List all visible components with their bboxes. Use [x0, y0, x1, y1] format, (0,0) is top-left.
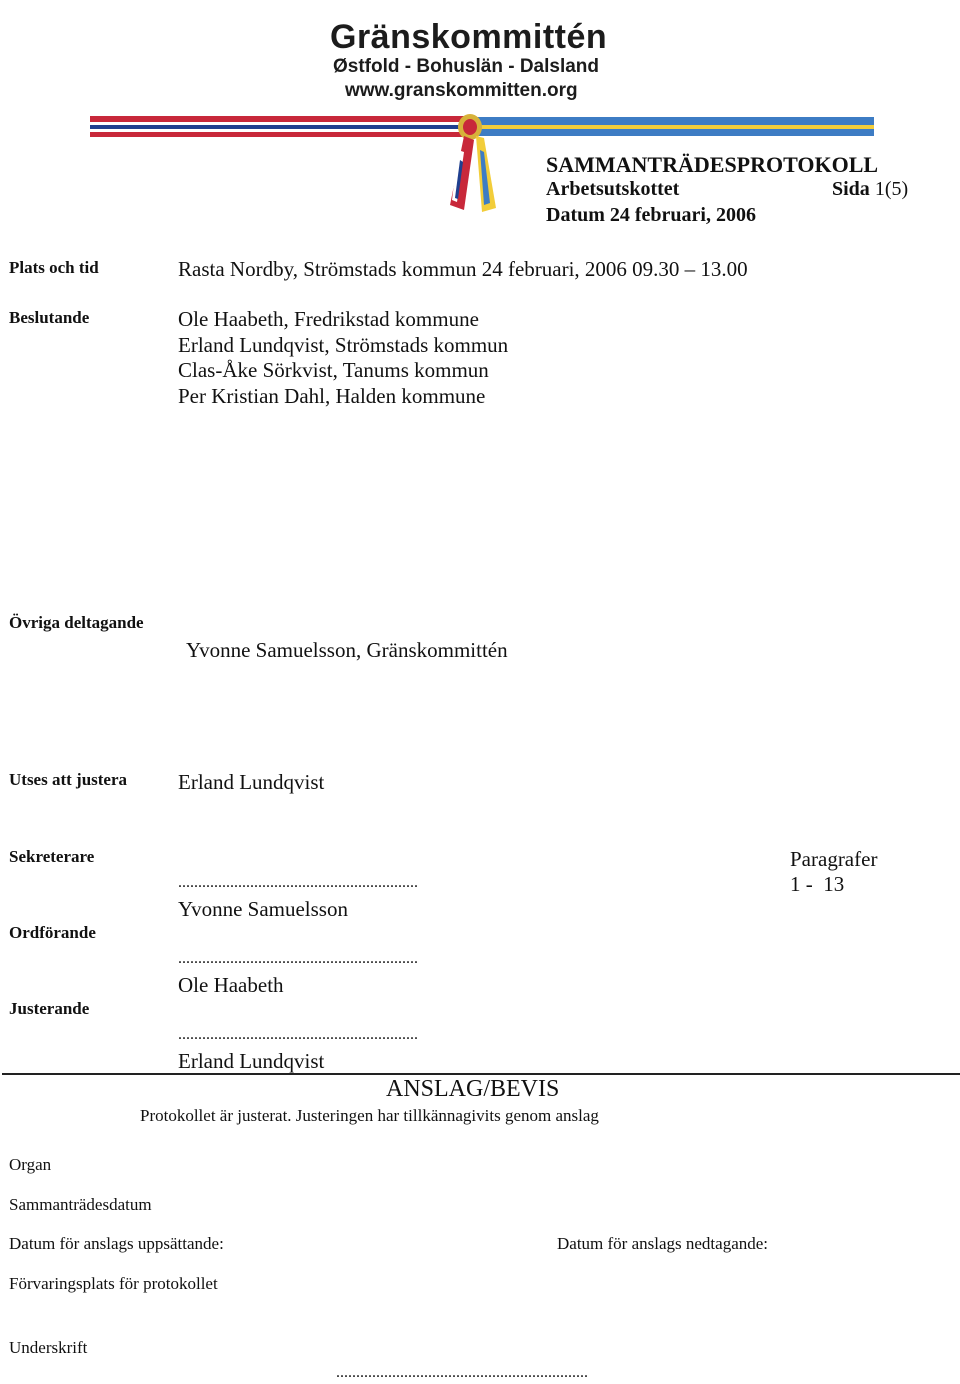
adjuster-label: Utses att justera: [9, 770, 128, 789]
document-date: Datum 24 februari, 2006: [546, 204, 756, 226]
paragraphs-label: Paragrafer: [790, 847, 878, 871]
logo: [72, 0, 902, 232]
signature-label: Underskrift: [9, 1338, 88, 1357]
logo-url: www.granskommitten.org: [345, 80, 578, 101]
place-value: Rasta Nordby, Strömstads kommun 24 februari, 2006 09.30 – 13.00: [178, 257, 748, 281]
removed-date-label: Datum för anslags nedtagande:: [557, 1234, 769, 1253]
deciding-label: Beslutande: [9, 308, 90, 327]
deciding-member: Erland Lundqvist, Strömstads kommun: [178, 333, 509, 357]
page-value: 1(5): [874, 178, 909, 200]
meeting-date-label: Sammanträdesdatum: [9, 1195, 152, 1214]
secretary-signature-line: ............................................................: [178, 874, 418, 891]
adjuster-signature-label: Justerande: [9, 999, 90, 1018]
deciding-member: Clas-Åke Sörkvist, Tanums kommun: [178, 358, 489, 382]
secretary-name: Yvonne Samuelsson: [178, 897, 348, 921]
section-divider: [2, 1073, 960, 1075]
committee-name: Arbetsutskottet: [546, 178, 680, 200]
paragraphs-value: 1 - 13: [790, 872, 845, 896]
notice-text: Protokollet är justerat. Justeringen har tillkännagivits genom anslag: [140, 1106, 599, 1125]
logo-title: Gränskommittén: [330, 18, 608, 56]
page-label: Sida: [832, 178, 870, 200]
organ-label: Organ: [9, 1155, 52, 1174]
adjuster-value: Erland Lundqvist: [178, 770, 325, 794]
deciding-member: Per Kristian Dahl, Halden kommune: [178, 384, 486, 408]
others-value: Yvonne Samuelsson, Gränskommittén: [186, 638, 508, 662]
storage-label: Förvaringsplats för protokollet: [9, 1274, 218, 1293]
posted-date-label: Datum för anslags uppsättande:: [9, 1234, 224, 1253]
document-title: SAMMANTRÄDESPROTOKOLL: [546, 152, 879, 177]
chair-signature-line: ............................................................: [178, 950, 418, 967]
secretary-label: Sekreterare: [9, 847, 95, 866]
notice-title: ANSLAG/BEVIS: [386, 1076, 560, 1102]
adjuster-signature-line: ............................................................: [178, 1026, 418, 1043]
adjuster-name: Erland Lundqvist: [178, 1049, 325, 1073]
deciding-member: Ole Haabeth, Fredrikstad kommune: [178, 307, 479, 331]
signature-line: ...............................................................: [336, 1364, 588, 1381]
chair-label: Ordförande: [9, 923, 96, 942]
place-label: Plats och tid: [9, 258, 99, 277]
page-indicator: [832, 178, 908, 201]
logo-subtitle: Østfold - Bohuslän - Dalsland: [333, 56, 600, 77]
chair-name: Ole Haabeth: [178, 973, 284, 997]
others-label: Övriga deltagande: [9, 613, 144, 632]
